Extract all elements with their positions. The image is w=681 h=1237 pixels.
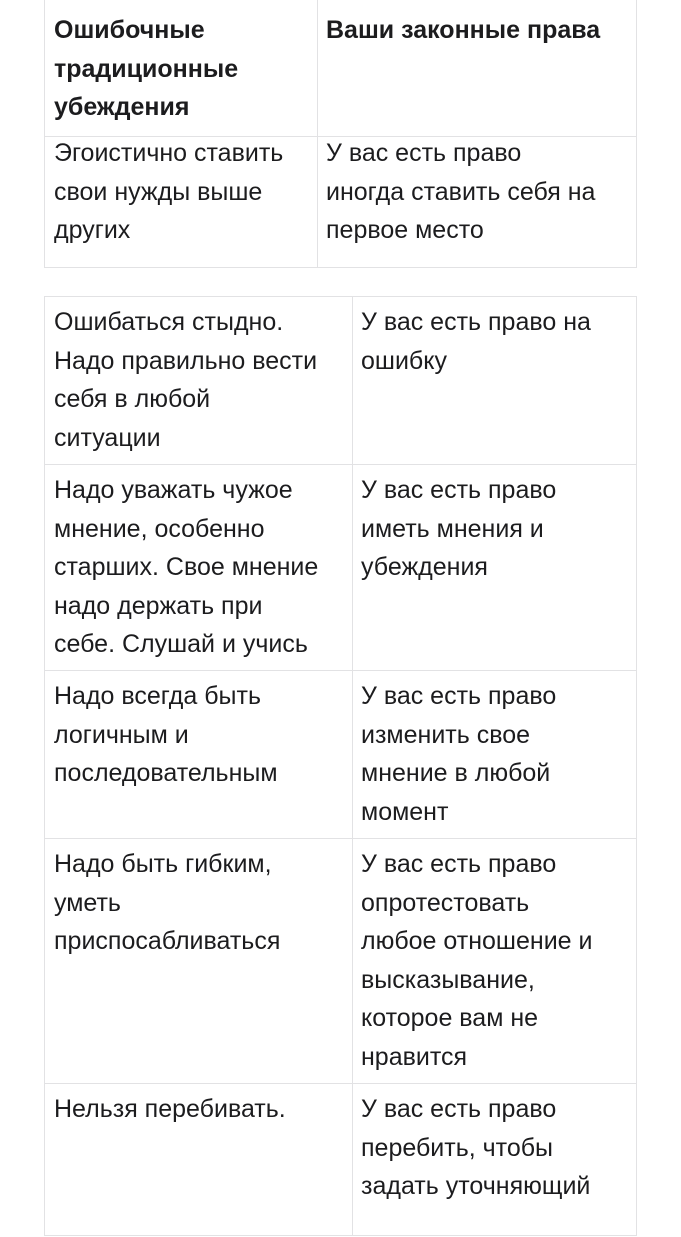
header-rights: Ваши законные права: [326, 16, 601, 44]
rights-table-2: [44, 296, 637, 1236]
table-row: [45, 137, 636, 267]
right-cell: У вас есть право иногда ставить себя на первое место: [326, 139, 596, 244]
belief-cell: Эгоистично ставить свои нужды выше других: [54, 139, 284, 244]
belief-cell: Надо быть гибким, уметь приспосабливаться: [54, 850, 281, 955]
table-row: [45, 465, 636, 671]
table-row: [45, 839, 636, 1084]
table-row: [45, 297, 636, 465]
right-cell: У вас есть право изменить свое мнение в любой момент: [361, 682, 557, 826]
right-cell: У вас есть право иметь мнения и убеждения: [361, 476, 557, 581]
table-row: [45, 1084, 636, 1237]
belief-cell: Надо уважать чужое мнение, особенно старших. Свое мнение надо держать при себе. Слушай и учись: [54, 476, 319, 658]
rights-table-1: [44, 0, 637, 268]
right-cell: У вас есть право на ошибку: [361, 308, 591, 375]
belief-cell: Надо всегда быть логичным и последовательным: [54, 682, 278, 787]
right-cell: У вас есть право перебить, чтобы задать уточняющий: [361, 1095, 591, 1200]
table-header-row: [45, 0, 636, 137]
belief-cell: Нельзя перебивать.: [54, 1095, 286, 1123]
table-row: [45, 671, 636, 839]
belief-cell: Ошибаться стыдно. Надо правильно вести себя в любой ситуации: [54, 308, 318, 452]
right-cell: У вас есть право опротестовать любое отношение и высказывание, которое вам не нравится: [361, 850, 593, 1071]
header-beliefs: Ошибочные традиционные убеждения: [54, 16, 239, 121]
